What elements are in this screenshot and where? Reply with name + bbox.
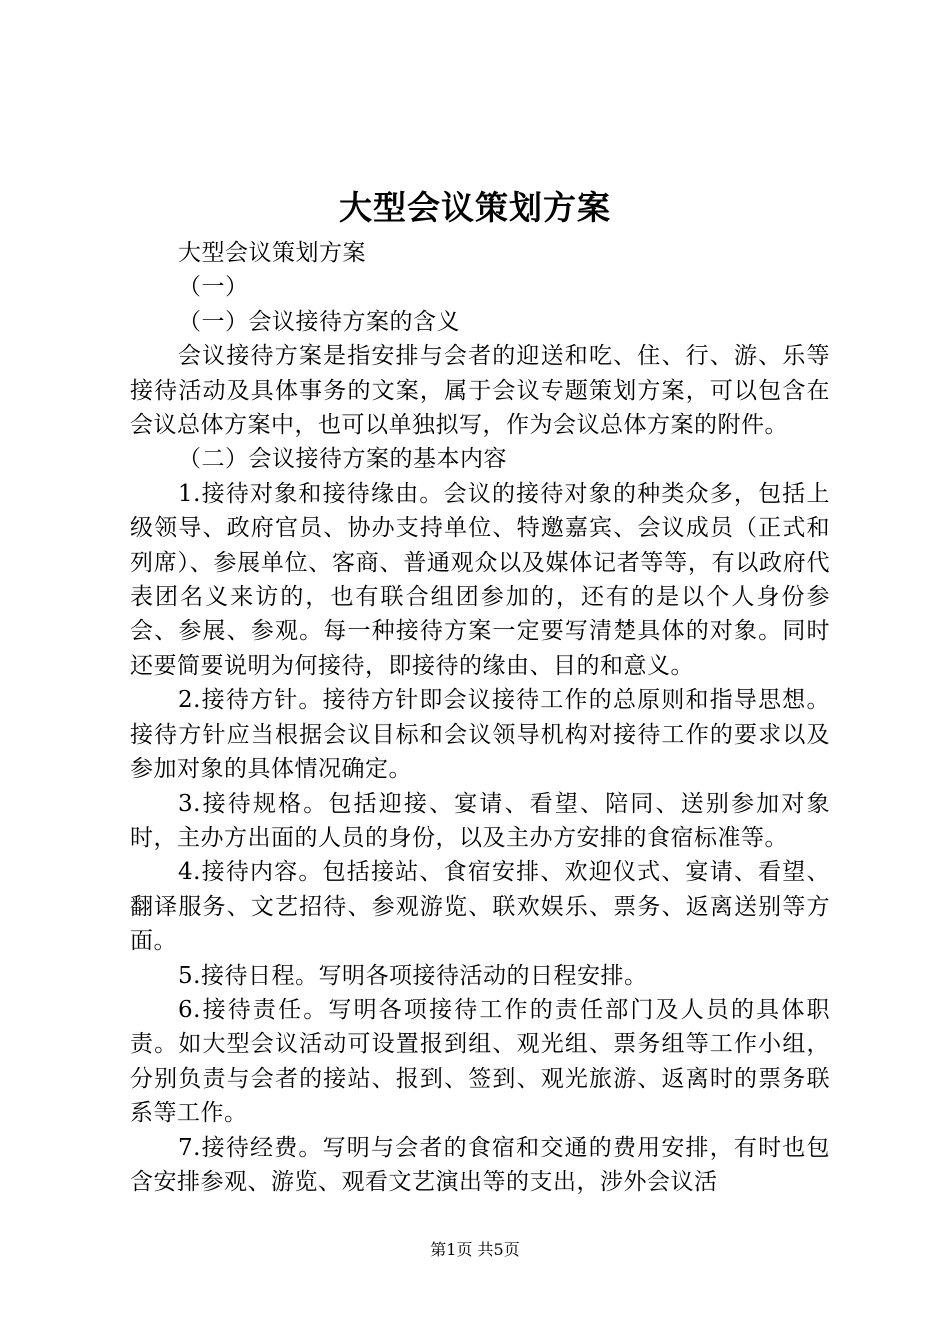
paragraph-definition: 会议接待方案是指安排与会者的迎送和吃、住、行、游、乐等接待活动及具体事务的文案，属于会议专题策划方案，可以包含在会议总体方案中，也可以单独拟写，作为会议总体方案的附件。 [130, 343, 830, 439]
paragraph-item-6: 6.接待责任。写明各项接待工作的责任部门及人员的具体职责。如大型会议活动可设置报到组、观光组、票务组等工作小组，分别负责与会者的接站、报到、签到、观光旅游、返离时的票务联系等工作。 [130, 996, 830, 1127]
document-body [130, 236, 830, 1199]
paragraph-subtitle: 大型会议策划方案 [178, 240, 366, 266]
paragraph-heading-definition: （一）会议接待方案的含义 [178, 308, 460, 335]
paragraph-item-4: 4.接待内容。包括接站、食宿安排、欢迎仪式、宴请、看望、翻译服务、文艺招待、参观游览、联欢娱乐、票务、返离送别等方面。 [130, 859, 830, 955]
paragraph-section-marker: （一） [178, 274, 249, 301]
paragraph-item-5: 5.接待日程。写明各项接待活动的日程安排。 [178, 962, 648, 989]
page-number-footer: 第1页 共5页 [430, 1240, 520, 1259]
document-title: 大型会议策划方案 [339, 188, 611, 227]
paragraph-item-7: 7.接待经费。写明与会者的食宿和交通的费用安排，有时也包含安排参观、游览、观看文艺演出等的支出，涉外会议活 [130, 1134, 830, 1195]
paragraph-item-1: 1.接待对象和接待缘由。会议的接待对象的种类众多，包括上级领导、政府官员、协办支持单位、特邀嘉宾、会议成员（正式和列席）、参展单位、客商、普通观众以及媒体记者等等，有以政府代表团名义来访的，也有联合组团参加的，还有的是以个人身份参会、参展、参观。每一种接待方案一定要写清楚具体的对象。同时还要简要说明为何接待，即接待的缘由、目的和意义。 [130, 480, 830, 679]
paragraph-heading-contents: （二）会议接待方案的基本内容 [178, 446, 507, 473]
paragraph-item-3: 3.接待规格。包括迎接、宴请、看望、陪同、送别参加对象时，主办方出面的人员的身份，以及主办方安排的食宿标准等。 [130, 790, 830, 851]
paragraph-item-2: 2.接待方针。接待方针即会议接待工作的总原则和指导思想。接待方针应当根据会议目标和会议领导机构对接待工作的要求以及参加对象的具体情况确定。 [130, 687, 830, 783]
